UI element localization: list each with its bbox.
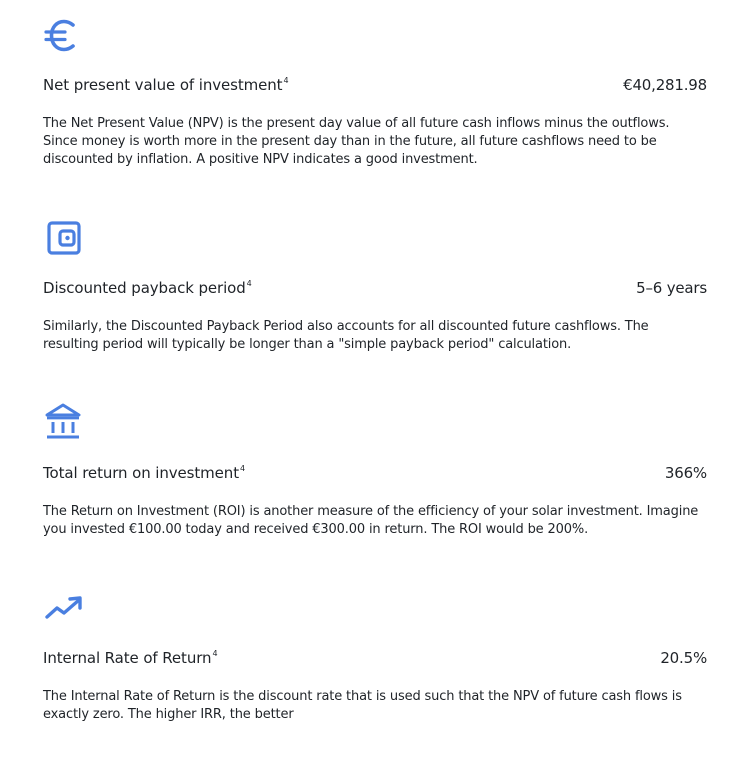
- euro-icon: [43, 16, 83, 56]
- irr-row: [43, 649, 707, 671]
- irr-value: 20.5%: [660, 649, 707, 667]
- trending-up-icon: [43, 590, 83, 630]
- irr-label: Internal Rate of Return$^4$: [43, 649, 218, 667]
- wallet-icon: [43, 218, 83, 258]
- roi-row: [43, 464, 707, 486]
- payback-row: [43, 279, 707, 301]
- payback-description: Similarly, the Discounted Payback Period also accounts for all discounted future cashflows. The resulting period will typically be longer than a "simple payback period" calculation.: [43, 319, 649, 352]
- npv-value: €40,281.98: [623, 76, 707, 94]
- roi-footnote[interactable]: 4: [240, 464, 245, 473]
- payback-label: Discounted payback period$^4$: [43, 279, 252, 297]
- payback-footnote[interactable]: 4: [246, 279, 252, 288]
- npv-label: Net present value of investment$^4$: [43, 76, 289, 94]
- payback-value: 5–6 years: [636, 279, 707, 297]
- irr-footnote[interactable]: 4: [212, 649, 218, 658]
- roi-value: 366%: [664, 464, 707, 482]
- npv-description: The Net Present Value (NPV) is the present day value of all future cash inflows minus the outflows. Since money is worth more in the present day than in the future, all future cashflows need to be discounted by inflation. A positive NPV indicates a good investment.: [43, 116, 670, 167]
- roi-description: The Return on Investment (ROI) is another measure of the efficiency of your solar investment. Imagine you invested €100.00 today and received €300.00 in return. The ROI would be 200%.: [43, 504, 699, 537]
- npv-footnote[interactable]: 4: [283, 76, 289, 85]
- roi-label: Total return on investment$^4$: [43, 464, 245, 482]
- bank-icon: [43, 402, 83, 442]
- irr-description: The Internal Rate of Return is the discount rate that is used such that the NPV of future cash flows is exactly zero. The higher IRR, the better: [43, 689, 682, 722]
- npv-row: [43, 76, 707, 98]
